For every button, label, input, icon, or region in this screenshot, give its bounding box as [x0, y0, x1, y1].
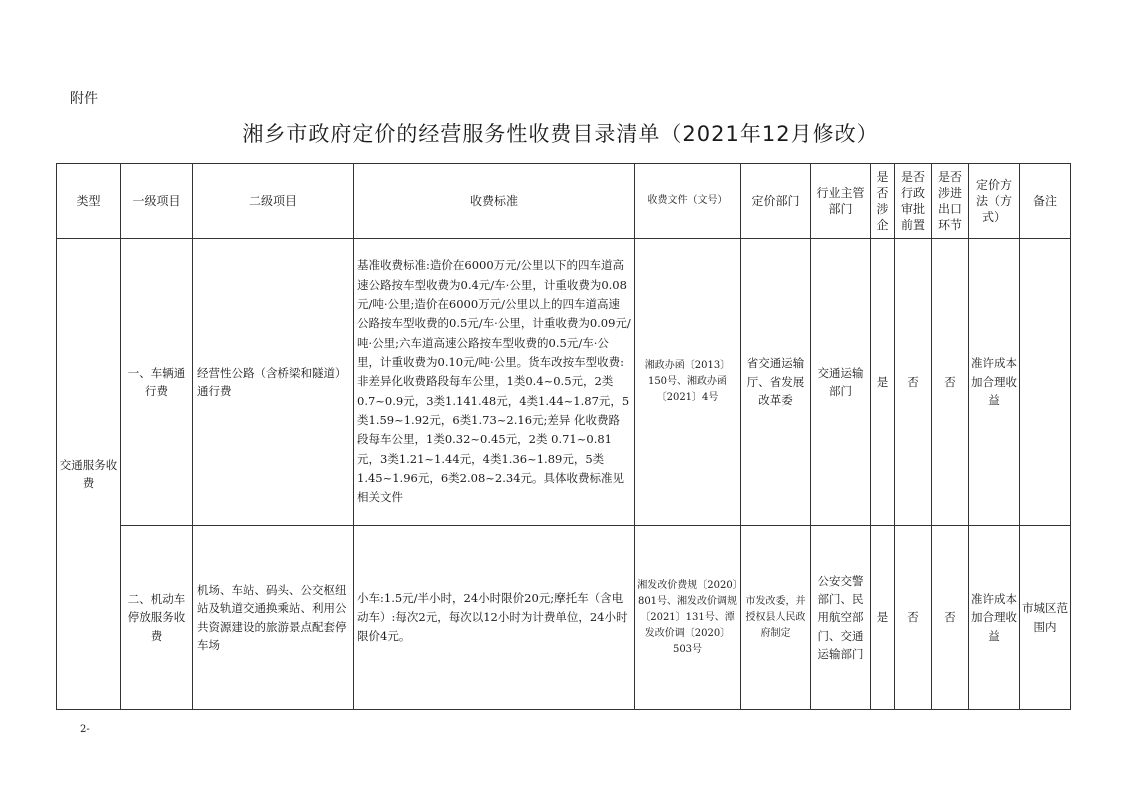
admin-approval-cell: 否 — [895, 526, 932, 710]
page-number: 2- — [80, 724, 90, 735]
pricing-dept-cell: 省交通运输厅、省发展改革委 — [741, 239, 811, 526]
fee-table — [56, 163, 1071, 710]
industry-dept-cell: 交通运输部门 — [811, 239, 871, 526]
remarks-cell: 市城区范围内 — [1020, 526, 1071, 710]
import-export-cell: 否 — [932, 239, 969, 526]
pricing-method-cell: 准许成本加合理收益 — [969, 526, 1020, 710]
standard-cell: 小车:1.5元/半小时，24小时限价20元;摩托车（含电动车）:每次2元，每次以12小时为计费单位，24小时限价4元。 — [354, 526, 635, 710]
remarks-cell — [1020, 239, 1071, 526]
table-header-row — [57, 164, 1071, 239]
header-level1: 一级项目 — [121, 164, 193, 239]
involves-enterprise-cell: 是 — [871, 239, 895, 526]
header-level2: 二级项目 — [193, 164, 354, 239]
page-title: 湘乡市政府定价的经营服务性收费目录清单（2021年12月修改） — [242, 122, 879, 146]
header-involves-enterprise: 是否涉企 — [871, 164, 895, 239]
header-pricing-dept: 定价部门 — [741, 164, 811, 239]
table-row — [57, 239, 1071, 526]
header-admin-approval: 是否行政审批前置 — [895, 164, 932, 239]
admin-approval-cell: 否 — [895, 239, 932, 526]
involves-enterprise-cell: 是 — [871, 526, 895, 710]
standard-cell: 基准收费标准:造价在6000万元/公里以下的四车道高速公路按车型收费为0.4元/车·公里，计重收费为0.08元/吨·公里;造价在6000万元/公里以上的四车道高速公路按车型收费的0.5元/车·公里，计重收费为0.09元/吨·公里;六车道高速公路按车型收费的0.5元/车·公里，计重收费为0.10元/吨·公里。货车改按车型收费:非差异化收费路段每车公里，1类0.4~0.5元，2类0.7~0.9元，3类1.141.48元，4类1.44~1.87元，5类1.59~1.92元，6类1.73~2.16元;差异 化收费路段每车公里，1类0.32~0.45元，2类 0.71~0.81元，3类1.21~1.44元，4类1.36~1.89元，5类1.45~1.96元，6类2.08~2.34元。具体收费标准见相关文件 — [354, 239, 635, 526]
import-export-cell: 否 — [932, 526, 969, 710]
header-pricing-method: 定价方法（方式） — [969, 164, 1020, 239]
pricing-dept-cell: 市发改委，并授权县人民政府制定 — [741, 526, 811, 710]
level2-cell: 机场、车站、码头、公交枢纽站及轨道交通换乘站、利用公共资源建设的旅游景点配套停车场 — [193, 526, 354, 710]
header-type: 类型 — [57, 164, 121, 239]
level2-cell: 经营性公路（含桥梁和隧道）通行费 — [193, 239, 354, 526]
category-cell: 交通服务收费 — [57, 239, 121, 710]
header-industry-dept: 行业主管部门 — [811, 164, 871, 239]
table-row — [57, 526, 1071, 710]
document-cell: 湘发改价费规〔2020〕801号、湘发改价调规〔2021〕131号、潭发改价调〔2020〕503号 — [635, 526, 741, 710]
level1-cell: 二、机动车停放服务收费 — [121, 526, 193, 710]
industry-dept-cell: 公安交警部门、民用航空部门、交通运输部门 — [811, 526, 871, 710]
header-remarks: 备注 — [1020, 164, 1071, 239]
document-cell: 湘政办函〔2013〕150号、湘政办函〔2021〕4号 — [635, 239, 741, 526]
pricing-method-cell: 准许成本加合理收益 — [969, 239, 1020, 526]
header-import-export: 是否涉进出口环节 — [932, 164, 969, 239]
header-document: 收费文件（文号） — [635, 164, 741, 239]
level1-cell: 一、车辆通行费 — [121, 239, 193, 526]
header-standard: 收费标准 — [354, 164, 635, 239]
attachment-label: 附件 — [70, 91, 98, 107]
